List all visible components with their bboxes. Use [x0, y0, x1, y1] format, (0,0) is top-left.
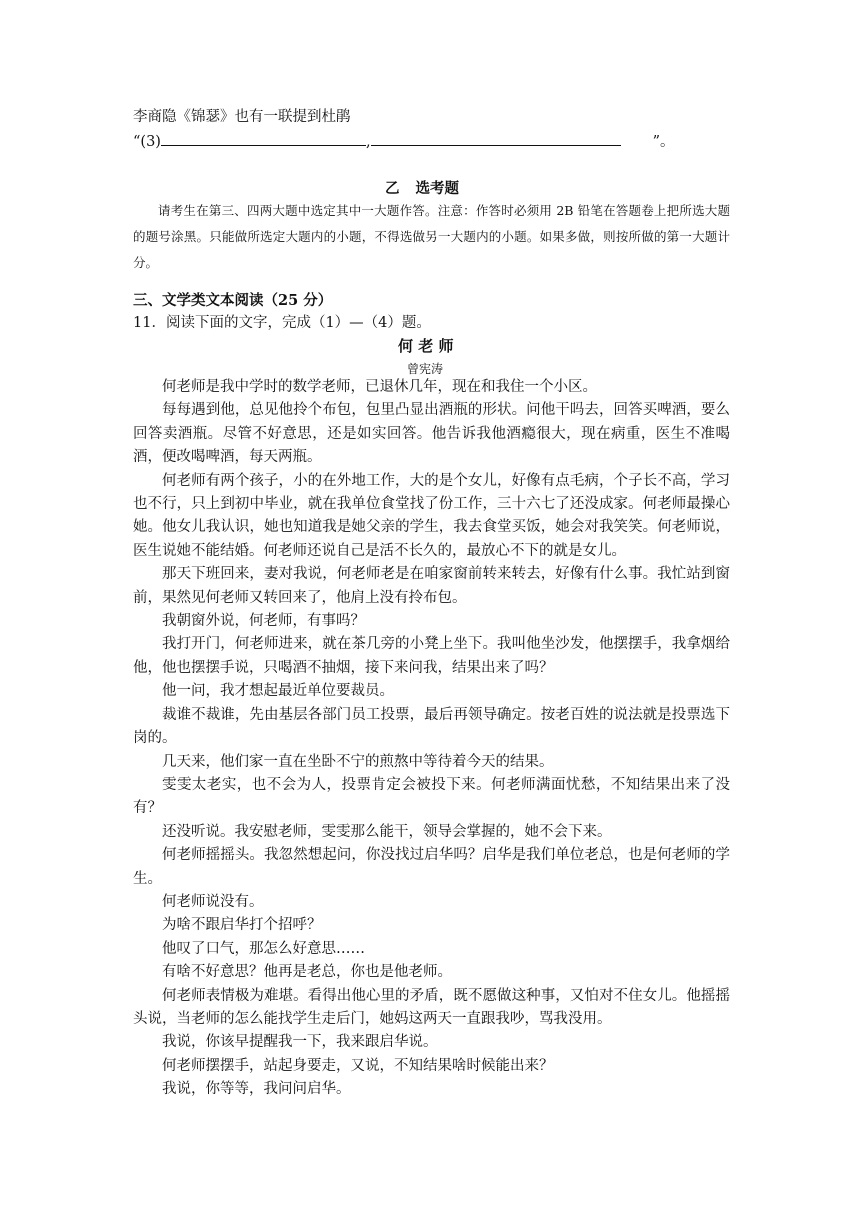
paragraph: 有啥不好意思？他再是老总，你也是他老师。: [162, 964, 452, 981]
paragraph: 我说，你等等，我问问启华。: [162, 1081, 351, 1098]
section-yi-instructions: 请考生在第三、四两大题中选定其中一大题作答。注意：作答时必须用 2B 铅笔在答题卷上把所选大题的题号涂黑。只能做所选定大题内的小题，不得选做另一大题内的小题。如果多做，则按所做的第一大题计分。: [133, 203, 730, 270]
paragraph: 何老师摆摆手，站起身要走，又说，不知结果啥时候能出来？: [162, 1057, 554, 1074]
blank-suffix: ”。: [652, 134, 675, 150]
paragraph: 裁谁不裁谁，先由基层各部门员工投票，最后再领导确定。按老百姓的说法就是投票选下岗的。: [133, 706, 730, 747]
section-yi-title-a: 乙: [385, 180, 400, 197]
paragraph: 几天来，他们家一直在坐卧不宁的煎熬中等待着今天的结果。: [162, 753, 554, 770]
paragraph: 为啥不跟启华打个招呼？: [162, 917, 322, 934]
blank-prefix: “(3): [133, 134, 161, 150]
paragraph: 还没听说。我安慰老师，雯雯那么能干，领导会掌握的，她不会下来。: [162, 823, 612, 840]
paragraph: 何老师是我中学时的数学老师，已退休几年，现在和我住一个小区。: [162, 379, 597, 395]
story-title: 何 老 师: [398, 337, 454, 355]
paragraph: 我朝窗外说，何老师，有事吗？: [162, 613, 365, 630]
paragraph: 我打开门，何老师进来，就在茶几旁的小凳上坐下。我叫他坐沙发，他摆摆手，我拿烟给他，他也摆摆手说，只喝酒不抽烟，接下来问我，结果出来了吗？: [133, 636, 730, 676]
paragraph: 雯雯太老实，也不会为人，投票肯定会被投下来。何老师满面忧愁，不知结果出来了没有？: [133, 776, 730, 817]
paragraph: 每每遇到他，总见他拎个布包，包里凸显出酒瓶的形状。问他干吗去，回答买啤酒，要么回答卖酒瓶。尽管不好意思，还是如实回答。他告诉我他酒瘾很大，现在病重，医生不准喝酒，便改喝啤酒，每天两瓶。: [133, 402, 730, 466]
paragraph: 何老师摇摇头。我忽然想起问，你没找过启华吗？启华是我们单位老总，也是何老师的学生。: [133, 847, 730, 887]
paragraph: 他一问，我才想起最近单位要裁员。: [162, 683, 394, 700]
paragraph: 那天下班回来，妻对我说，何老师老是在咱家窗前转来转去，好像有什么事。我忙站到窗前，果然见何老师又转回来了，他肩上没有拎布包。: [133, 566, 730, 606]
section-yi-title-b: 选考题: [415, 180, 459, 197]
story-author: 曾宪涛: [407, 362, 444, 376]
paragraph: 我说，你该早提醒我一下，我来跟启华说。: [162, 1034, 438, 1051]
paragraph: 何老师有两个孩子，小的在外地工作，大的是个女儿，好像有点毛病，个子长不高，学习也不行，只上到初中毕业，就在我单位食堂找了份工作，三十六七了还没成家。何老师最操心她。他女儿我认识，她也知道我是她父亲的学生，我去食堂买饭，她会对我笑笑。何老师说，医生说她不能结婚。何老师还说自己是活不长久的，最放心不下的就是女儿。: [133, 472, 730, 559]
blank-comma: ,: [365, 134, 371, 150]
section-three-heading: 三、文学类文本阅读（25 分）: [133, 292, 333, 309]
poem-line: 李商隐《锦瑟》也有一联提到杜鹃: [133, 109, 351, 125]
answer-blank-1: [161, 131, 366, 146]
paragraph: 何老师说没有。: [162, 893, 264, 910]
answer-blank-2: [371, 131, 621, 146]
section-yi-title: [385, 177, 459, 198]
fill-in-blank-line: [133, 131, 674, 152]
question-11: 11．阅读下面的文字，完成（1）—（4）题。: [133, 315, 431, 331]
paragraph: 他叹了口气，那怎么好意思……: [162, 940, 365, 957]
story-body: [0, 376, 860, 1102]
paragraph: 何老师表情极为难堪。看得出他心里的矛盾，既不愿做这种事，又怕对不住女儿。他摇摇头说，当老师的怎么能找学生走后门，她妈这两天一直跟我吵，骂我没用。: [133, 987, 730, 1027]
